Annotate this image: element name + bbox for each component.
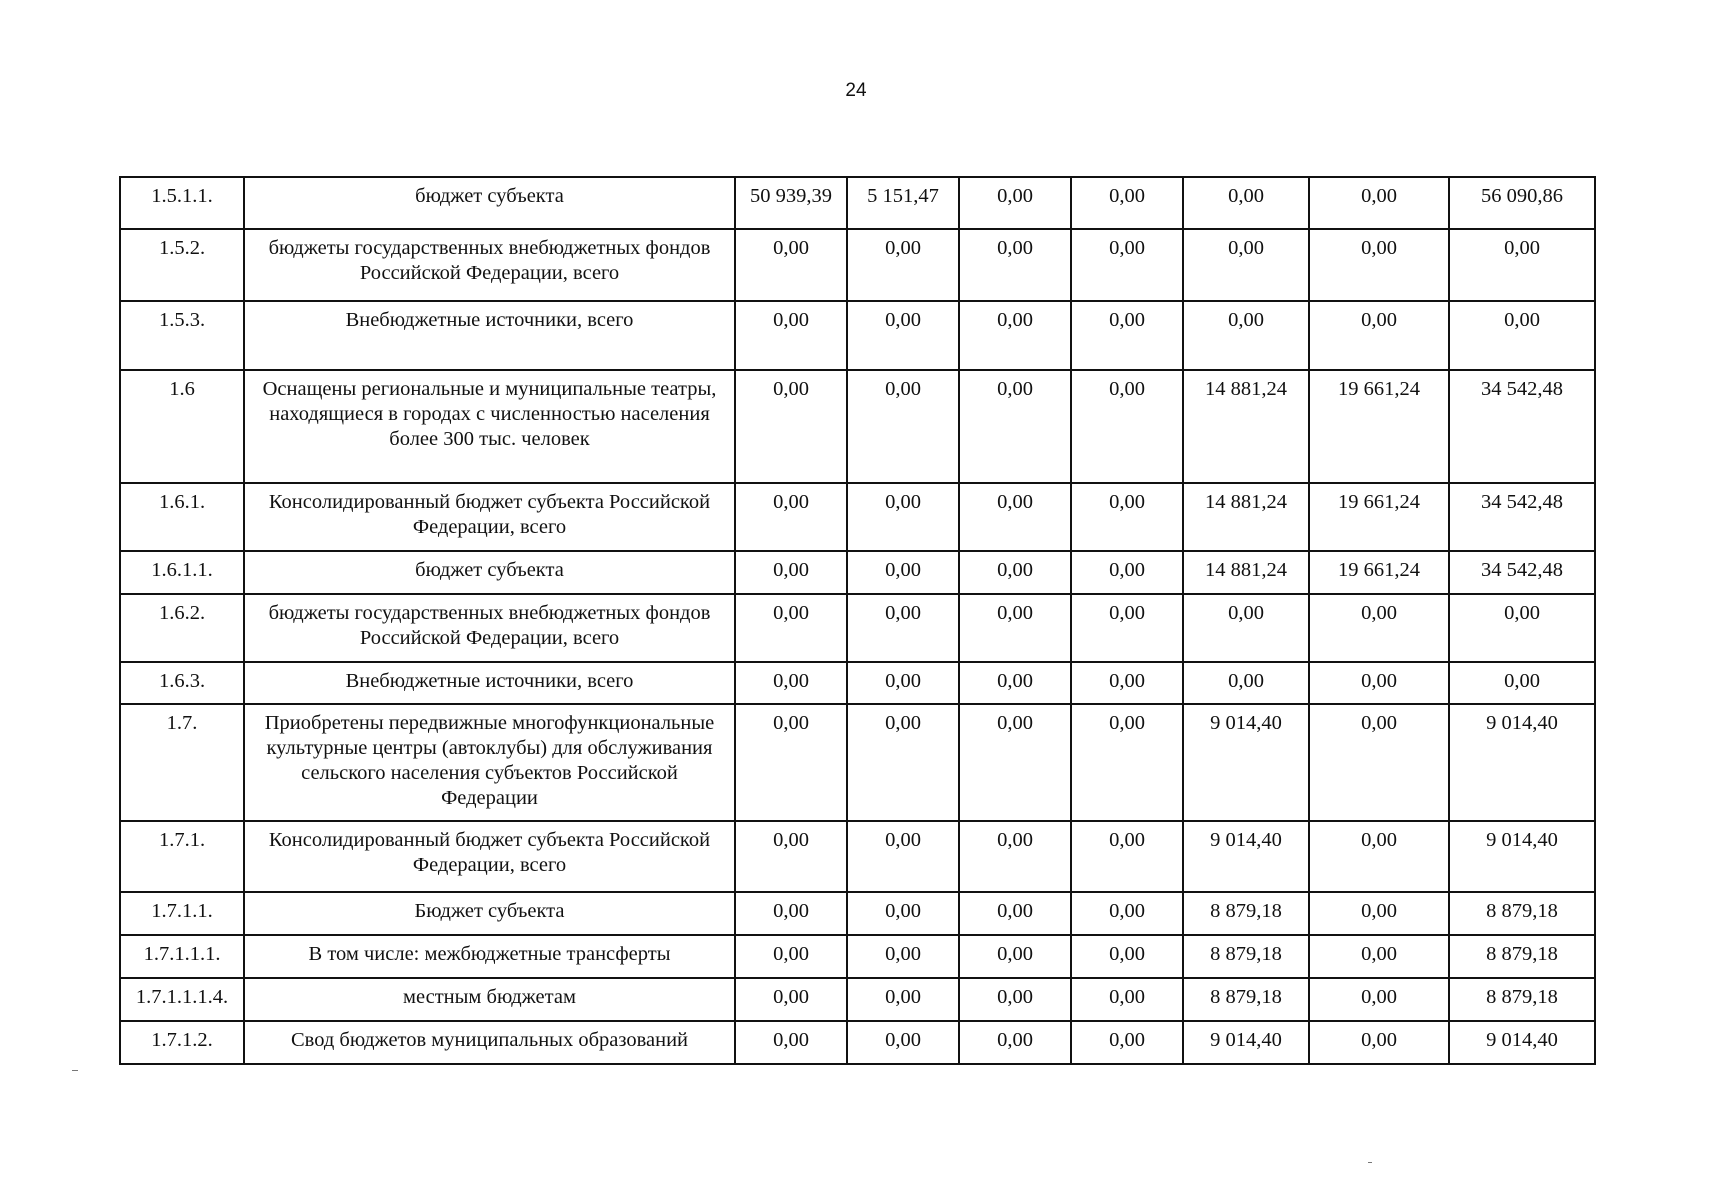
- row-value: 0,00: [847, 704, 959, 821]
- row-value: 0,00: [847, 594, 959, 662]
- table-row: [120, 551, 1595, 594]
- row-value: 34 542,48: [1449, 551, 1595, 594]
- row-value: 0,00: [1071, 177, 1183, 229]
- table-row: [120, 935, 1595, 978]
- row-value: 8 879,18: [1183, 978, 1309, 1021]
- row-name: Свод бюджетов муниципальных образований: [244, 1021, 735, 1064]
- row-value: 0,00: [847, 935, 959, 978]
- row-value: 0,00: [735, 483, 847, 551]
- row-value: 34 542,48: [1449, 370, 1595, 483]
- row-value: 0,00: [847, 370, 959, 483]
- row-value: 0,00: [847, 229, 959, 301]
- row-value: 0,00: [959, 1021, 1071, 1064]
- row-name: Консолидированный бюджет субъекта Российской Федерации, всего: [244, 821, 735, 892]
- scan-speck: [1368, 1162, 1372, 1163]
- row-value: 0,00: [1183, 594, 1309, 662]
- table-row: [120, 229, 1595, 301]
- row-value: 0,00: [1449, 229, 1595, 301]
- row-value: 0,00: [1449, 301, 1595, 370]
- row-code: 1.6.1.: [120, 483, 244, 551]
- row-value: 9 014,40: [1183, 704, 1309, 821]
- row-value: 0,00: [1071, 594, 1183, 662]
- row-value: 0,00: [959, 594, 1071, 662]
- row-value: 0,00: [735, 704, 847, 821]
- row-value: 8 879,18: [1449, 935, 1595, 978]
- row-value: 0,00: [959, 978, 1071, 1021]
- row-value: 0,00: [1183, 177, 1309, 229]
- row-value: 0,00: [847, 301, 959, 370]
- page-number: 24: [845, 80, 867, 101]
- row-value: 0,00: [1071, 892, 1183, 935]
- row-value: 19 661,24: [1309, 551, 1449, 594]
- table-row: [120, 301, 1595, 370]
- table-row: [120, 483, 1595, 551]
- row-value: 0,00: [1309, 821, 1449, 892]
- row-name: бюджеты государственных внебюджетных фондов Российской Федерации, всего: [244, 594, 735, 662]
- row-value: 9 014,40: [1183, 1021, 1309, 1064]
- row-name: бюджет субъекта: [244, 177, 735, 229]
- row-value: 0,00: [735, 662, 847, 704]
- row-value: 0,00: [959, 229, 1071, 301]
- row-value: 8 879,18: [1449, 978, 1595, 1021]
- row-value: 5 151,47: [847, 177, 959, 229]
- row-value: 0,00: [959, 662, 1071, 704]
- row-value: 0,00: [1309, 229, 1449, 301]
- row-code: 1.5.2.: [120, 229, 244, 301]
- row-value: 0,00: [1309, 892, 1449, 935]
- table-row: [120, 704, 1595, 821]
- row-value: 9 014,40: [1183, 821, 1309, 892]
- row-code: 1.7.1.: [120, 821, 244, 892]
- row-code: 1.5.3.: [120, 301, 244, 370]
- row-value: 14 881,24: [1183, 483, 1309, 551]
- row-value: 0,00: [1309, 301, 1449, 370]
- table-row: [120, 594, 1595, 662]
- row-code: 1.7.1.1.1.: [120, 935, 244, 978]
- row-value: 14 881,24: [1183, 370, 1309, 483]
- row-value: 0,00: [1071, 662, 1183, 704]
- row-value: 56 090,86: [1449, 177, 1595, 229]
- row-value: 0,00: [959, 483, 1071, 551]
- row-value: 0,00: [735, 370, 847, 483]
- row-code: 1.7.1.2.: [120, 1021, 244, 1064]
- row-value: 9 014,40: [1449, 821, 1595, 892]
- row-code: 1.6: [120, 370, 244, 483]
- row-name: бюджет субъекта: [244, 551, 735, 594]
- row-value: 0,00: [1071, 1021, 1183, 1064]
- table-row: [120, 662, 1595, 704]
- row-value: 0,00: [1071, 370, 1183, 483]
- scan-speck: [72, 1070, 78, 1071]
- budget-table: [119, 176, 1596, 1065]
- row-code: 1.7.1.1.: [120, 892, 244, 935]
- row-code: 1.6.1.1.: [120, 551, 244, 594]
- row-value: 0,00: [735, 229, 847, 301]
- row-value: 0,00: [847, 978, 959, 1021]
- row-value: 0,00: [847, 483, 959, 551]
- row-value: 0,00: [1183, 301, 1309, 370]
- table-row: [120, 1021, 1595, 1064]
- row-code: 1.6.3.: [120, 662, 244, 704]
- row-value: 0,00: [1309, 177, 1449, 229]
- row-name: местным бюджетам: [244, 978, 735, 1021]
- row-value: 0,00: [735, 551, 847, 594]
- row-value: 0,00: [1449, 594, 1595, 662]
- row-name: Бюджет субъекта: [244, 892, 735, 935]
- row-value: 0,00: [847, 551, 959, 594]
- row-name: Внебюджетные источники, всего: [244, 301, 735, 370]
- row-value: 0,00: [959, 821, 1071, 892]
- row-value: 0,00: [735, 892, 847, 935]
- row-value: 0,00: [1183, 662, 1309, 704]
- row-value: 0,00: [1449, 662, 1595, 704]
- table-row: [120, 370, 1595, 483]
- row-value: 0,00: [959, 892, 1071, 935]
- row-value: 0,00: [735, 1021, 847, 1064]
- row-value: 0,00: [735, 301, 847, 370]
- row-value: 0,00: [735, 935, 847, 978]
- row-value: 0,00: [1071, 551, 1183, 594]
- row-value: 0,00: [1309, 978, 1449, 1021]
- row-value: 0,00: [959, 177, 1071, 229]
- row-value: 34 542,48: [1449, 483, 1595, 551]
- row-value: 0,00: [1071, 301, 1183, 370]
- row-code: 1.7.: [120, 704, 244, 821]
- row-value: 0,00: [847, 1021, 959, 1064]
- row-value: 8 879,18: [1183, 935, 1309, 978]
- row-value: 0,00: [959, 551, 1071, 594]
- row-value: 19 661,24: [1309, 370, 1449, 483]
- row-value: 0,00: [847, 662, 959, 704]
- row-value: 0,00: [1071, 978, 1183, 1021]
- row-value: 0,00: [959, 935, 1071, 978]
- row-value: 9 014,40: [1449, 704, 1595, 821]
- row-value: 0,00: [847, 892, 959, 935]
- row-name: Внебюджетные источники, всего: [244, 662, 735, 704]
- row-value: 19 661,24: [1309, 483, 1449, 551]
- row-name: Консолидированный бюджет субъекта Российской Федерации, всего: [244, 483, 735, 551]
- row-value: 0,00: [1071, 821, 1183, 892]
- row-code: 1.7.1.1.1.4.: [120, 978, 244, 1021]
- row-value: 0,00: [1071, 704, 1183, 821]
- row-value: 0,00: [959, 704, 1071, 821]
- row-value: 0,00: [1309, 594, 1449, 662]
- row-code: 1.5.1.1.: [120, 177, 244, 229]
- row-value: 0,00: [1309, 704, 1449, 821]
- row-value: 0,00: [1071, 935, 1183, 978]
- row-value: 0,00: [1071, 483, 1183, 551]
- table-row: [120, 978, 1595, 1021]
- table-row: [120, 177, 1595, 229]
- row-code: 1.6.2.: [120, 594, 244, 662]
- row-value: 0,00: [1309, 935, 1449, 978]
- row-value: 50 939,39: [735, 177, 847, 229]
- row-value: 0,00: [1309, 1021, 1449, 1064]
- row-value: 0,00: [847, 821, 959, 892]
- row-value: 0,00: [1183, 229, 1309, 301]
- row-value: 9 014,40: [1449, 1021, 1595, 1064]
- row-name: бюджеты государственных внебюджетных фондов Российской Федерации, всего: [244, 229, 735, 301]
- row-name: В том числе: межбюджетные трансферты: [244, 935, 735, 978]
- row-value: 0,00: [735, 978, 847, 1021]
- row-name: Приобретены передвижные многофункциональные культурные центры (автоклубы) для обслуживания сельского населения субъектов Российской Федерации: [244, 704, 735, 821]
- row-value: 0,00: [735, 821, 847, 892]
- row-value: 8 879,18: [1449, 892, 1595, 935]
- row-value: 0,00: [1309, 662, 1449, 704]
- table-row: [120, 892, 1595, 935]
- row-value: 0,00: [1071, 229, 1183, 301]
- row-value: 0,00: [735, 594, 847, 662]
- table-row: [120, 821, 1595, 892]
- row-name: Оснащены региональные и муниципальные театры, находящиеся в городах с численностью населения более 300 тыс. человек: [244, 370, 735, 483]
- row-value: 0,00: [959, 301, 1071, 370]
- row-value: 14 881,24: [1183, 551, 1309, 594]
- row-value: 8 879,18: [1183, 892, 1309, 935]
- row-value: 0,00: [959, 370, 1071, 483]
